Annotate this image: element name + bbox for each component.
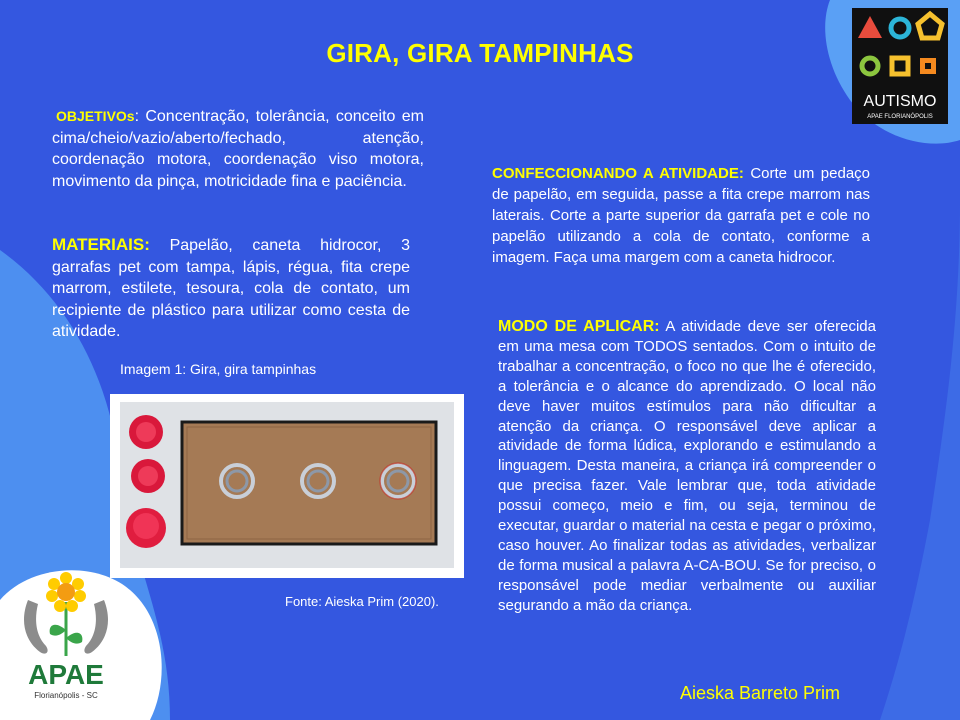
confeccionando-section: [492, 163, 870, 268]
apae-logo-illustration: [10, 560, 122, 710]
autismo-logo-label: AUTISMO: [863, 93, 937, 110]
materiais-section: [52, 234, 410, 343]
author-signature: Aieska Barreto Prim: [680, 683, 841, 703]
apae-logo-label: APAE: [28, 659, 104, 690]
materiais-heading: MATERIAIS:: [52, 235, 150, 254]
apae-logo: [10, 560, 122, 710]
objetivos-section: [52, 106, 424, 192]
image-source: Fonte: Aieska Prim (2020).: [285, 594, 439, 609]
apae-logo-sub: Florianópolis - SC: [34, 691, 98, 700]
autismo-logo-shapes: [852, 8, 948, 124]
objetivos-heading: OBJETIVOs: [56, 108, 135, 124]
activity-photo: [120, 402, 454, 568]
image-caption: Imagem 1: Gira, gira tampinhas: [120, 361, 317, 377]
page-title: GIRA, GIRA TAMPINHAS: [326, 38, 634, 68]
modo-section: [498, 317, 876, 616]
materiais-text: Papelão, caneta hidrocor, 3 garrafas pet com tampa, lápis, régua, fita crepe marrom, estilete, tesoura, cola de contato, um recipiente de plástico para utilizar como cesta de atividade.: [52, 237, 410, 340]
autismo-logo: [852, 8, 948, 124]
modo-text: A atividade deve ser oferecida em uma mesa com TODOS sentados. Com o intuito de trabalhar a concentração, o foco no que lhe é oferecido, a tolerância e o alcance do aprendizado. O local não deve haver muitos estímulos para não dificultar a atenção da criança. O responsável deve aplicar a atividade de forma lúdica, explorando e estimulando a linguagem. Desta maneira, a criança irá compreender o que precisa fazer. Vale lembrar que, toda atividade possui começo, meio e fim, ou seja, terminou de executar, guardar o material na cesta e pegar o próximo, caso houver. Ao finalizar todas as atividades, verbalizar de forma musical a palavra A-CA-BOU. Se for preciso, o responsável pode mediar verbalmente ou auxiliar segurando a mão da criança.: [498, 318, 876, 614]
objetivos-text: : Concentração, tolerância, conceito em cima/cheio/vazio/aberto/fechado, atenção, coordenação motora, coordenação viso motora, movimento da pinça, motricidade fina e paciência.: [52, 108, 424, 190]
activity-photo-frame: [110, 394, 464, 578]
modo-heading: MODO DE APLICAR:: [498, 318, 660, 335]
autismo-logo-sub: APAE FLORIANÓPOLIS: [867, 114, 933, 120]
activity-photo-illustration: [120, 402, 454, 568]
confeccionando-text: Corte um pedaço de papelão, em seguida, passe a fita crepe marrom nas laterais. Corte a parte superior da garrafa pet e cole no papelão utilizando a cola de contato, conforme a imagem. Faça uma margem com a caneta hidrocor.: [492, 165, 871, 266]
confeccionando-heading: CONFECCIONANDO A ATIVIDADE:: [492, 165, 744, 182]
